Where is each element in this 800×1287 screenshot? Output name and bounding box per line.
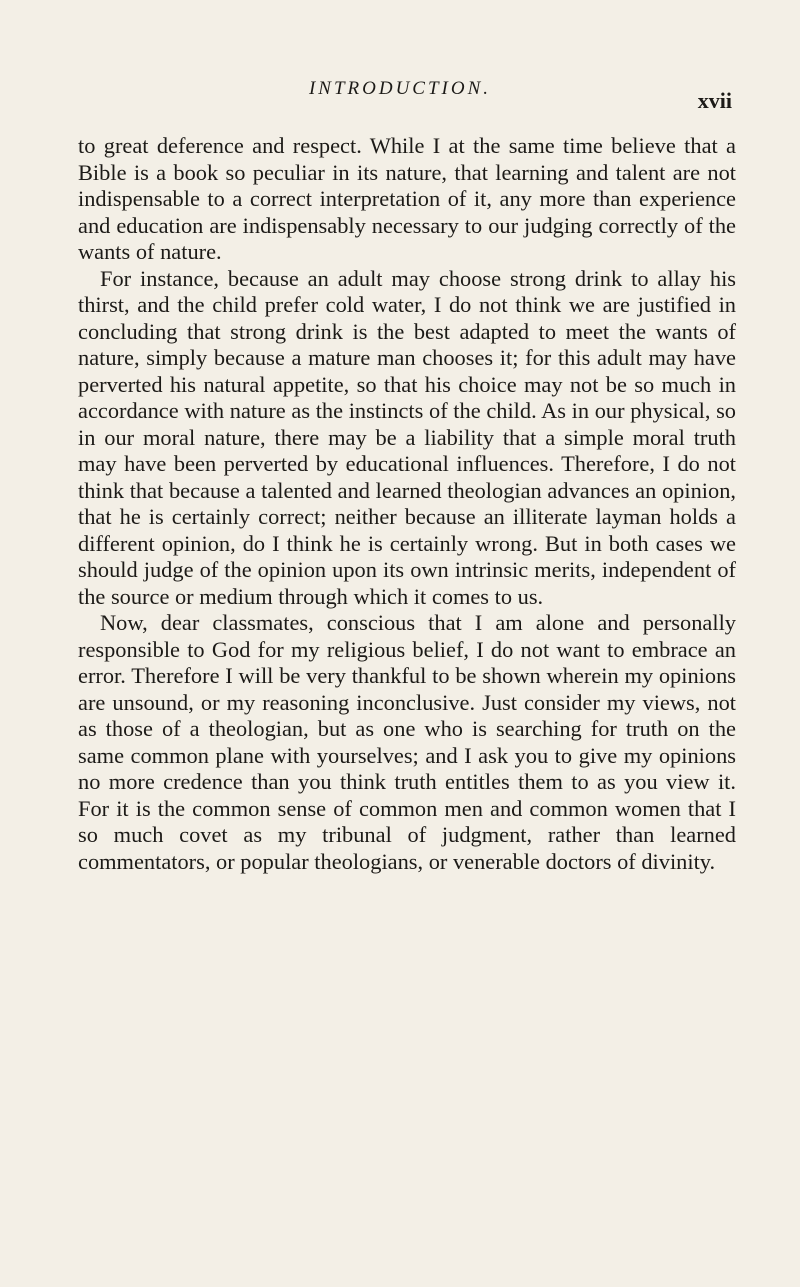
- paragraph-now-dear-classmates: Now, dear classmates, conscious that I am alone and personally responsible to God for my religious belief, I do not want to embrace an error. Therefore I will be very thankful to be shown wherein my opinions are unsound, or my reasoning inconclusive. Just consider my views, not as those of a theologian, but as one who is searching for truth on the same common plane with yourselves; and I ask you to give my opinions no more credence than you think truth entitles them to as you view it. For it is the common sense of common men and common women that I so much covet as my tribunal of judgment, rather than learned commentators, or popular theologians, or venerable doctors of divinity.: [78, 610, 736, 874]
- body-text: [78, 133, 736, 875]
- page-number: xvii: [697, 88, 732, 113]
- running-head: [60, 78, 740, 114]
- paragraph-for-instance: For instance, because an adult may choose strong drink to allay his thirst, and the child prefer cold water, I do not think we are justified in concluding that strong drink is the best adapted to meet the wants of nature, simply because a mature man chooses it; for this adult may have perverted his natural appetite, so that his choice may not be so much in accordance with nature as the instincts of the child. As in our physical, so in our moral nature, there may be a liability that a simple moral truth may have been perverted by educational influences. Therefore, I do not think that because a talented and learned theologian advances an opinion, that he is certainly correct; neither because an illiterate layman holds a different opinion, do I think he is certainly wrong. But in both cases we should judge of the opinion upon its own intrinsic merits, independent of the source or medium through which it comes to us.: [78, 265, 736, 609]
- paragraph-continuation: to great deference and respect. While I at the same time believe that a Bible is a book so peculiar in its nature, that learning and talent are not indispensable to a correct interpretation of it, any more than experience and education are indispensably necessary to our judging correctly of the wants of nature.: [78, 133, 736, 264]
- running-title: INTRODUCTION.: [308, 78, 492, 99]
